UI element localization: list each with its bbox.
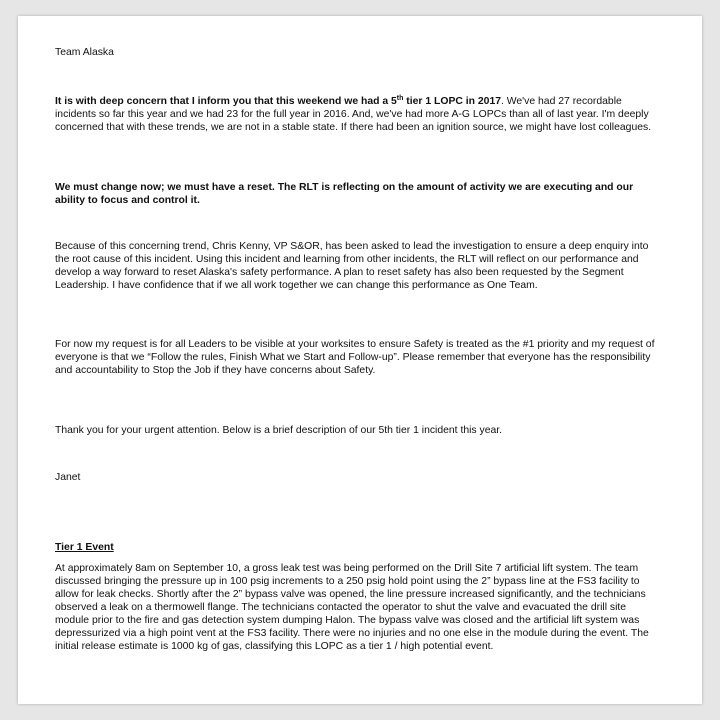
concern-text: . We've had 27 recordable incidents so far this year and we had 23 for the full year in 2016. And, we've had more A-G LOPCs than all of last year. I'm deeply concerned that with these trends, we are not in a stable state. If there had been an ignition source, we might have lost colleagues. <box>55 96 652 133</box>
paragraph-thanks: Thank you for your urgent attention. Below is a brief description of our 5th tier 1 incident this year. <box>55 425 503 436</box>
section-heading-tier1-event: Tier 1 Event <box>55 542 114 553</box>
paragraph-concern <box>55 95 655 134</box>
concern-bold-lead: It is with deep concern that I inform you that this weekend we had a 5 <box>55 96 397 107</box>
paragraph-investigation: Because of this concerning trend, Chris Kenny, VP S&OR, has been asked to lead the investigation to ensure a deep enquiry into the root cause of this incident. Using this incident and learning from other incidents, the RLT will reflect on our performance and develop a way forward to reset Alaska's safety performance. A plan to reset safety has also been requested by the Segment Leadership. I have confidence that if we all work together we can change this performance as One Team. <box>55 241 649 291</box>
salutation: Team Alaska <box>55 47 114 58</box>
signature: Janet <box>55 472 81 483</box>
paragraph-change-now: We must change now; we must have a reset. The RLT is reflecting on the amount of activity we are executing and our ability to focus and control it. <box>55 182 634 206</box>
paragraph-request: For now my request is for all Leaders to be visible at your worksites to ensure Safety is treated as the #1 priority and my request of everyone is that we “Follow the rules, Finish What we Start and Follow-up”. Please remember that everyone has the responsibility and accountability to Stop the Job if they have concerns about Safety. <box>55 339 655 376</box>
concern-bold-tail: tier 1 LOPC in 2017 <box>403 96 502 107</box>
ordinal-suffix: th <box>396 95 404 102</box>
document-page <box>18 16 702 704</box>
paragraph-event-description: At approximately 8am on September 10, a gross leak test was being performed on the Drill Site 7 artificial lift system. The team discussed bringing the pressure up in 100 psig increments to a 250 psig hold point using the 2” bypass line at the FS3 facility to allow for leak checks. Shortly after the 2” bypass valve was opened, the line pressure increased significantly, and the technicians observed a leak on a thermowell flange. The technicians contacted the operator to shut the valve and evacuated the drill site module prior to the fire and gas detection system dumping Halon. The bypass valve was closed and the artificial lift system was depressurized via a high point vent at the FS3 facility. There were no injuries and no one else in the module during the event. The initial release estimate is 1000 kg of gas, classifying this LOPC as a tier 1 / high potential event. <box>55 563 649 652</box>
